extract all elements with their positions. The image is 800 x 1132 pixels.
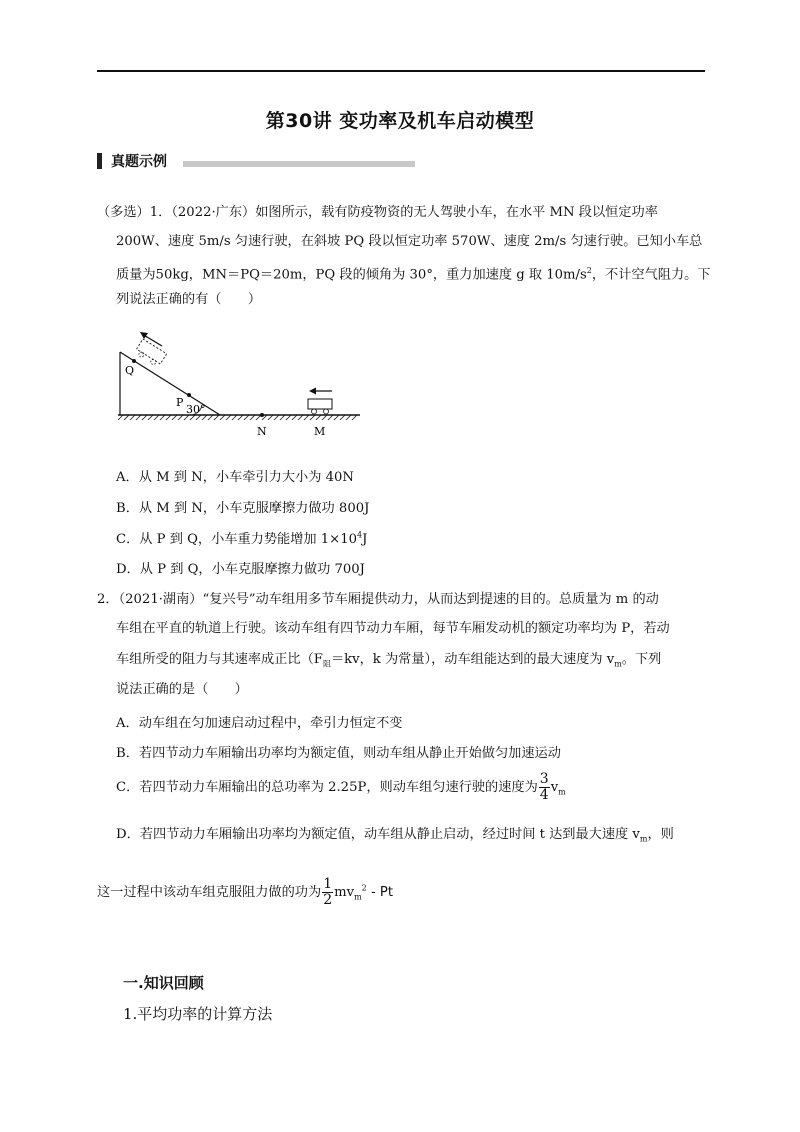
arrowhead-slope — [140, 332, 148, 339]
q1-option-d: D．从 P 到 Q，小车克服摩擦力做功 700J — [116, 562, 365, 577]
q2-line4: 说法正确的是（ ） — [116, 682, 248, 697]
q1-line1: （多选）1．（2022·广东）如图所示，载有防疫物资的无人驾驶小车，在水平 MN 段以恒定功率 — [97, 205, 658, 220]
knowledge-subheading: 1.平均功率的计算方法 — [123, 1005, 273, 1023]
arrowhead-flat — [309, 388, 316, 395]
label-n: N — [257, 425, 267, 438]
q1-line4: 列说法正确的有（ ） — [116, 292, 262, 307]
q2-option-b: B．若四节动力车厢输出功率均为额定值，则动车组从静止开始做匀加速运动 — [116, 746, 561, 761]
q2-option-c: C．若四节动力车厢输出的总功率为 2.25P，则动车组匀速行驶的速度为 $\frac{3}{4}$ $v_m$ — [116, 771, 566, 803]
q1-line3: 质量为50kg，MN＝PQ＝20m，PQ 段的倾角为 30°，重力加速度 g 取 $10m/s^2$，不计空气阻力。下 — [116, 266, 711, 283]
ground-hatch — [118, 415, 357, 420]
q1-figure — [110, 322, 370, 442]
q1-option-c: C．从 P 到 Q，小车重力势能增加 $1\times 10^4J$ — [116, 530, 368, 547]
q1-line2: 200W、速度 5m/s 匀速行驶，在斜坡 PQ 段以恒定功率 570W、速度 2m/s 匀速行驶。已知小车总 — [116, 234, 703, 249]
section-marker — [97, 153, 102, 169]
label-q: Q — [125, 364, 135, 377]
fraction-one-half: $\frac{1}{2}$ — [323, 876, 333, 908]
cart-on-flat — [308, 399, 332, 414]
q2-option-d: D．若四节动力车厢输出功率均为额定值，动车组从静止启动，经过时间 t 达到最大速度 $v_m$，则 — [116, 827, 674, 844]
label-p: P — [176, 396, 184, 409]
q1-option-b: B．从 M 到 N，小车克服摩擦力做功 800J — [116, 501, 370, 516]
q2-option-a: A．动车组在匀加速启动过程中，牵引力恒定不变 — [116, 716, 403, 731]
q2-line3: 车组所受的阻力与其速率成正比（$F_阻=kv$，k 为常量），动车组能达到的最大速度为 $v_m$。下列 — [116, 652, 662, 669]
knowledge-heading: 一.知识回顾 — [123, 974, 204, 992]
q2-option-d-continued: 这一过程中该动车组克服阻力做的功为 $\frac{1}{2}$ $mv_m^2$ - Pt — [97, 876, 394, 908]
angle-label: 30° — [186, 403, 206, 416]
section-underline — [183, 161, 415, 167]
top-rule — [97, 70, 705, 72]
q2-line2: 车组在平直的轨道上行驶。该动车组有四节动力车厢，每节车厢发动机的额定功率均为 P，若动 — [116, 621, 670, 636]
page-title: 第30讲 变功率及机车启动模型 — [265, 110, 535, 132]
q2-line1: 2．（2021·湖南）“复兴号”动车组用多节车厢提供动力，从而达到提速的目的。总质量为 m 的动 — [97, 592, 659, 607]
q1-option-a: A．从 M 到 N，小车牵引力大小为 40N — [116, 470, 354, 485]
point-q — [132, 359, 136, 363]
fraction-three-quarters: $\frac{3}{4}$ — [539, 771, 549, 803]
section-label: 真题示例 — [111, 154, 167, 170]
point-p — [187, 393, 191, 397]
label-m: M — [314, 425, 326, 438]
point-n — [260, 413, 264, 417]
